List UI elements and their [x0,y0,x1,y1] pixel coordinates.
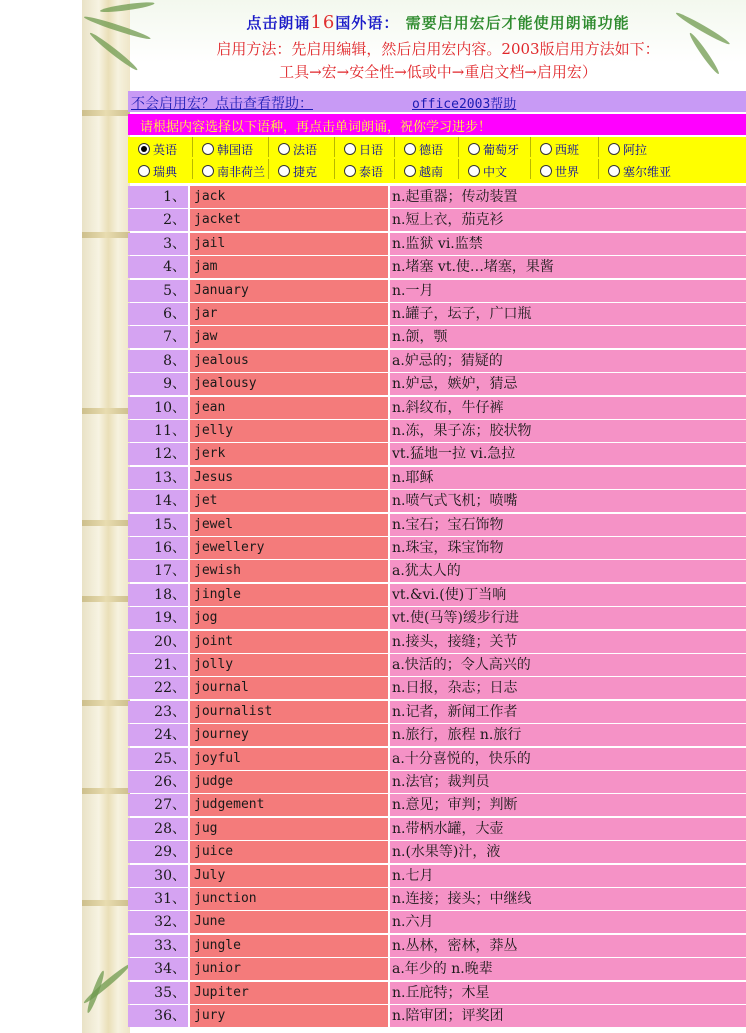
word-cell[interactable]: jet [190,490,388,512]
radio-button[interactable] [344,165,356,177]
language-label: 捷克 [293,165,318,179]
definition-cell: n.带柄水罐，大壶 [390,818,746,840]
row-index: 11、 [128,420,188,442]
radio-button[interactable] [540,143,552,155]
row-index: 35、 [128,982,188,1004]
language-option[interactable] [540,162,604,182]
definition-cell: n.丘庇特；木星 [390,982,746,1004]
title-part3: 需要启用宏后才能使用朗诵功能 [405,14,630,32]
enable-steps-text: 工具→宏→安全性→低或中→重启文档→启用宏） [279,63,597,81]
language-divider [334,137,335,157]
table-row [128,326,746,348]
instruction-bar [128,114,746,135]
language-divider [598,137,599,157]
table-row [128,280,746,302]
table-row [128,209,746,231]
row-index: 20、 [128,631,188,653]
word-cell[interactable]: journey [190,724,388,746]
word-cell[interactable]: judge [190,771,388,793]
word-cell[interactable]: jealous [190,350,388,372]
language-divider [394,159,395,179]
language-label: 越南 [419,165,444,179]
language-divider [268,159,269,179]
row-index: 12、 [128,443,188,465]
language-divider [598,159,599,179]
table-row [128,935,746,957]
row-index: 25、 [128,748,188,770]
word-cell[interactable]: jerk [190,443,388,465]
table-row [128,303,746,325]
definition-cell: n.七月 [390,865,746,887]
word-cell[interactable]: jam [190,256,388,278]
language-option[interactable] [608,162,738,182]
row-index: 22、 [128,677,188,699]
language-label: 阿拉 [623,143,648,157]
language-option[interactable] [344,162,400,182]
word-cell[interactable]: juice [190,841,388,863]
language-divider [458,137,459,157]
office2003-help-link[interactable]: office2003帮助 [412,97,517,112]
definition-cell: vt.猛地一拉 vi.急拉 [390,443,746,465]
word-cell[interactable]: Jesus [190,467,388,489]
word-cell[interactable]: junior [190,958,388,980]
row-index: 14、 [128,490,188,512]
definition-cell: n.宝石；宝石饰物 [390,514,746,536]
row-index: 13、 [128,467,188,489]
definition-cell: n.六月 [390,911,746,933]
table-row [128,256,746,278]
row-index: 4、 [128,256,188,278]
table-row [128,397,746,419]
language-label: 英语 [153,143,178,157]
help-bar [128,91,746,112]
definition-cell: n.陪审团；评奖团 [390,1005,746,1027]
row-index: 36、 [128,1005,188,1027]
row-index: 2、 [128,209,188,231]
language-label: 泰语 [359,165,384,179]
table-row [128,490,746,512]
table-row [128,841,746,863]
language-divider [530,137,531,157]
row-index: 17、 [128,560,188,582]
language-option[interactable] [278,140,340,160]
table-row [128,607,746,629]
definition-cell: n.斜纹布，牛仔裤 [390,397,746,419]
row-index: 10、 [128,397,188,419]
language-option[interactable] [468,140,536,160]
definition-cell: n.堵塞 vt.使…堵塞，果酱 [390,256,746,278]
word-cell[interactable]: jug [190,818,388,840]
radio-button[interactable] [404,165,416,177]
table-row [128,724,746,746]
word-cell[interactable]: jealousy [190,373,388,395]
table-row [128,888,746,910]
table-row [128,467,746,489]
radio-button[interactable] [344,143,356,155]
row-index: 23、 [128,701,188,723]
table-row [128,233,746,255]
definition-cell: a.快活的；令人高兴的 [390,654,746,676]
title-part2: 国外语： [335,14,400,32]
table-row [128,818,746,840]
row-index: 24、 [128,724,188,746]
language-divider [192,137,193,157]
row-index: 5、 [128,280,188,302]
row-index: 8、 [128,350,188,372]
table-row [128,771,746,793]
language-option[interactable] [138,162,196,182]
row-index: 1、 [128,186,188,208]
word-cell[interactable]: jingle [190,584,388,606]
word-cell[interactable]: jelly [190,420,388,442]
word-cell[interactable]: journal [190,677,388,699]
radio-button[interactable] [608,143,620,155]
row-index: 31、 [128,888,188,910]
table-row [128,186,746,208]
definition-cell: a.犹太人的 [390,560,746,582]
enable-method-text: 启用方法：先启用编辑，然后启用宏内容。2003版启用方法如下： [216,40,660,58]
word-cell[interactable]: journalist [190,701,388,723]
language-label: 日语 [359,143,384,157]
table-row [128,443,746,465]
word-cell[interactable]: jewellery [190,537,388,559]
definition-cell: n.罐子，坛子，广口瓶 [390,303,746,325]
language-label: 世界 [555,165,580,179]
table-row [128,677,746,699]
row-index: 32、 [128,911,188,933]
language-label: 韩国语 [217,143,254,157]
definition-cell: n.(水果等)汁，液 [390,841,746,863]
bamboo-decoration [82,0,130,1033]
word-cell[interactable]: January [190,280,388,302]
row-index: 7、 [128,326,188,348]
definition-cell: vt.&vi.(使)丁当响 [390,584,746,606]
radio-button[interactable] [468,143,480,155]
language-divider [268,137,269,157]
definition-cell: n.冻，果子冻；胶状物 [390,420,746,442]
word-cell[interactable]: joyful [190,748,388,770]
word-cell[interactable]: jacket [190,209,388,231]
table-row [128,748,746,770]
definition-cell: n.短上衣，茄克衫 [390,209,746,231]
row-index: 29、 [128,841,188,863]
word-cell[interactable]: jail [190,233,388,255]
row-index: 6、 [128,303,188,325]
definition-cell: a.年少的 n.晚辈 [390,958,746,980]
definition-cell: n.记者，新闻工作者 [390,701,746,723]
language-option[interactable] [540,140,604,160]
language-option[interactable] [278,162,340,182]
language-label: 德语 [419,143,444,157]
row-index: 33、 [128,935,188,957]
table-row [128,654,746,676]
word-cell[interactable]: jog [190,607,388,629]
definition-cell: n.起重器；传动装置 [390,186,746,208]
language-divider [458,159,459,179]
row-index: 3、 [128,233,188,255]
row-index: 27、 [128,794,188,816]
page-title [130,12,746,33]
title-part1: 点击朗诵 [246,14,311,32]
language-option[interactable] [468,162,536,182]
table-row [128,420,746,442]
table-row [128,958,746,980]
definition-cell: n.妒忌，嫉妒，猜忌 [390,373,746,395]
row-index: 26、 [128,771,188,793]
radio-button[interactable] [468,165,480,177]
word-cell[interactable]: jar [190,303,388,325]
word-cell[interactable]: jewish [190,560,388,582]
language-option[interactable] [202,162,274,182]
word-cell[interactable]: joint [190,631,388,653]
row-index: 19、 [128,607,188,629]
word-cell[interactable]: jean [190,397,388,419]
instruction-text: 请根据内容选择以下语种，再点击单词朗诵，祝你学习进步！ [140,120,492,135]
title-number: 16 [310,12,336,33]
word-cell[interactable]: jungle [190,935,388,957]
language-divider [394,137,395,157]
radio-button[interactable] [278,165,290,177]
language-option[interactable] [404,140,464,160]
table-row [128,982,746,1004]
word-cell[interactable]: jaw [190,326,388,348]
row-index: 15、 [128,514,188,536]
table-row [128,911,746,933]
table-row [128,1005,746,1027]
table-row [128,584,746,606]
radio-button[interactable] [138,143,150,155]
radio-button[interactable] [202,143,214,155]
definition-cell: n.颌，颚 [390,326,746,348]
word-cell[interactable]: jury [190,1005,388,1027]
radio-button[interactable] [608,165,620,177]
language-option[interactable] [404,162,464,182]
radio-button[interactable] [540,165,552,177]
definition-cell: vt.使(马等)缓步行进 [390,607,746,629]
row-index: 34、 [128,958,188,980]
definition-cell: n.连接；接头；中继线 [390,888,746,910]
table-row [128,631,746,653]
definition-cell: n.日报，杂志；日志 [390,677,746,699]
word-cell[interactable]: jack [190,186,388,208]
radio-button[interactable] [404,143,416,155]
word-cell[interactable]: jewel [190,514,388,536]
definition-cell: n.一月 [390,280,746,302]
word-cell[interactable]: June [190,911,388,933]
help-text-link[interactable]: 不会启用宏？点击查看帮助： [131,96,313,112]
language-divider [334,159,335,179]
table-row [128,701,746,723]
language-divider [530,159,531,179]
radio-button[interactable] [138,165,150,177]
row-index: 9、 [128,373,188,395]
word-cell[interactable]: Jupiter [190,982,388,1004]
language-selector [128,137,746,183]
language-label: 南非荷兰 [217,165,266,179]
table-row [128,794,746,816]
table-row [128,560,746,582]
definition-cell: n.珠宝，珠宝饰物 [390,537,746,559]
table-row [128,350,746,372]
row-index: 16、 [128,537,188,559]
language-label: 西班 [555,143,580,157]
definition-cell: n.旅行，旅程 n.旅行 [390,724,746,746]
language-option[interactable] [344,140,400,160]
definition-cell: n.监狱 vi.监禁 [390,233,746,255]
row-index: 30、 [128,865,188,887]
word-cell[interactable]: July [190,865,388,887]
row-index: 28、 [128,818,188,840]
definition-cell: a.十分喜悦的，快乐的 [390,748,746,770]
table-row [128,514,746,536]
definition-cell: n.接头，接缝；关节 [390,631,746,653]
table-row [128,537,746,559]
language-label: 瑞典 [153,165,178,179]
definition-cell: n.丛林，密林，莽丛 [390,935,746,957]
language-label: 中文 [483,165,508,179]
language-label: 塞尔维亚 [623,165,672,179]
language-option[interactable] [138,140,196,160]
row-index: 18、 [128,584,188,606]
language-label: 法语 [293,143,318,157]
definition-cell: n.喷气式飞机；喷嘴 [390,490,746,512]
language-option[interactable] [202,140,274,160]
radio-button[interactable] [202,165,214,177]
language-label: 葡萄牙 [483,143,520,157]
language-option[interactable] [608,140,738,160]
definition-cell: n.意见；审判；判断 [390,794,746,816]
table-row [128,373,746,395]
word-cell[interactable]: junction [190,888,388,910]
word-cell[interactable]: judgement [190,794,388,816]
word-cell[interactable]: jolly [190,654,388,676]
language-divider [192,159,193,179]
definition-cell: n.耶稣 [390,467,746,489]
radio-button[interactable] [278,143,290,155]
definition-cell: a.妒忌的；猜疑的 [390,350,746,372]
row-index: 21、 [128,654,188,676]
table-row [128,865,746,887]
definition-cell: n.法官；裁判员 [390,771,746,793]
